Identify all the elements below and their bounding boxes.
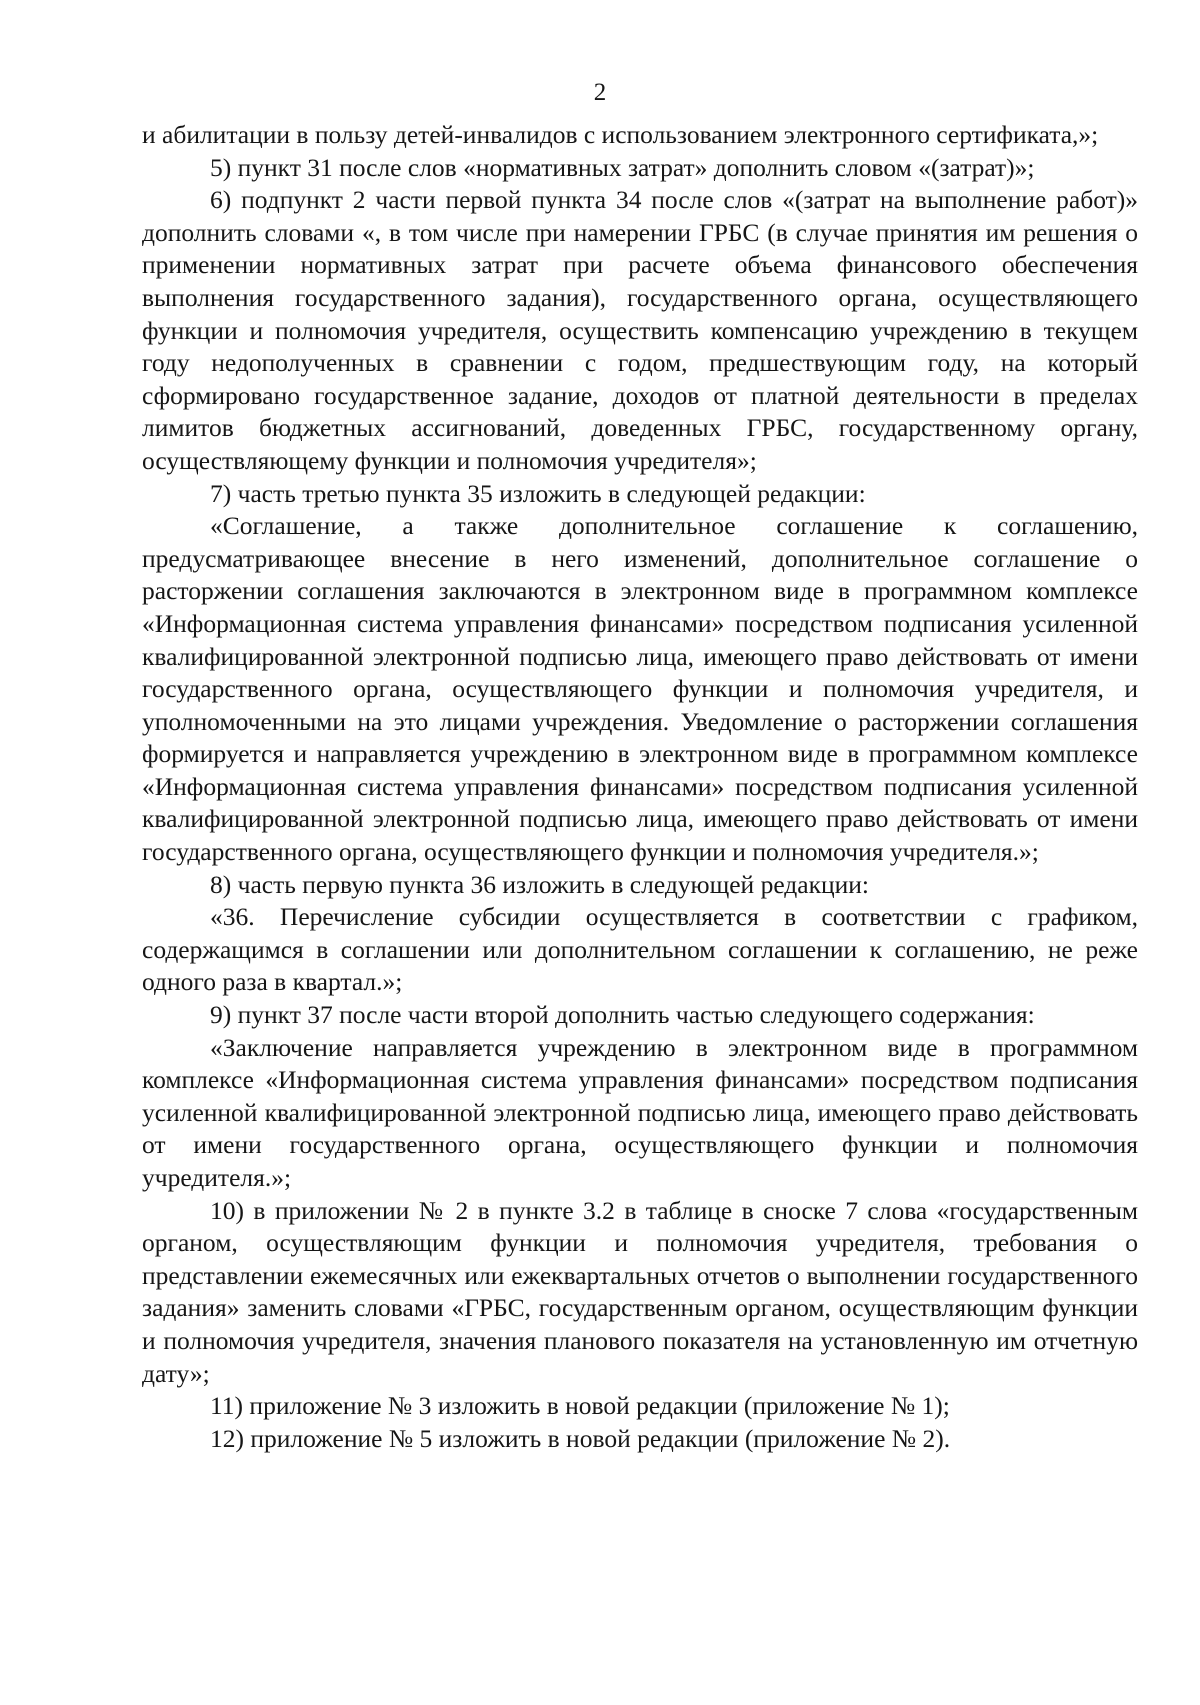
paragraph-item-12: 12) приложение № 5 изложить в новой редакции (приложение № 2).: [210, 1423, 951, 1453]
paragraph: и абилитации в пользу детей-инвалидов с использованием электронного сертификата,»;: [142, 120, 1099, 149]
paragraph-item-9: 9) пункт 37 после части второй дополнить частью следующего содержания:: [210, 1000, 1035, 1030]
page-number: 2: [593, 79, 607, 106]
paragraph-item-6: 6) подпункт 2 части первой пункта 34 после слов «(затрат на выполнение работ)» дополнить словами «, в том числе при намерении ГРБС (в случае принятия им решения о применении нормативных затрат при расчете объема финансового обеспечения выполнения государственного задания), государственного органа, осуществляющего функции и полномочия учредителя, осуществить компенсацию учреждению в текущем году недополученных в сравнении с годом, предшествующим году, на который сформировано государственное задание, доходов от платной деятельности в пределах лимитов бюджетных ассигнований, доведенных ГРБС, государственному органу, осуществляющему функции и полномочия учредителя»;: [142, 185, 1138, 475]
paragraph-item-11: 11) приложение № 3 изложить в новой редакции (приложение № 1);: [210, 1391, 950, 1421]
paragraph-quote-37: «Заключение направляется учреждению в электронном виде в программном комплексе «Информационная система управления финансами» посредством подписания усиленной квалифицированной электронной подписью лица, имеющего право действовать от имени государственного органа, осуществляющего функции и полномочия учредителя.»;: [142, 1032, 1138, 1192]
paragraph-item-5: 5) пункт 31 после слов «нормативных затрат» дополнить словом «(затрат)»;: [210, 152, 1035, 182]
document-body: [142, 119, 1138, 1455]
paragraph-item-10: 10) в приложении № 2 в пункте 3.2 в таблице в сноске 7 слова «государственным органом, осуществляющим функции и полномочия учредителя, требования о представлении ежемесячных или ежеквартальных отчетов о выполнении государственного задания» заменить словами «ГРБС, государственным органом, осуществляющим функции и полномочия учредителя, значения планового показателя на установленную им отчетную дату»;: [142, 1195, 1138, 1388]
paragraph-quote-35: «Соглашение, а также дополнительное соглашение к соглашению, предусматривающее внесение в него изменений, дополнительное соглашение о расторжении соглашения заключаются в электронном виде в программном комплексе «Информационная система управления финансами» посредством подписания усиленной квалифицированной электронной подписью лица, имеющего право действовать от имени государственного органа, осуществляющего функции и полномочия учредителя, и уполномоченными на это лицами учреждения. Уведомление о расторжении соглашения формируется и направляется учреждению в электронном виде в программном комплексе «Информационная система управления финансами» посредством подписания усиленной квалифицированной электронной подписью лица, имеющего право действовать от имени государственного органа, осуществляющего функции и полномочия учредителя.»;: [142, 511, 1138, 867]
paragraph-item-8: 8) часть первую пункта 36 изложить в следующей редакции:: [210, 869, 870, 899]
paragraph-item-7: 7) часть третью пункта 35 изложить в следующей редакции:: [210, 478, 866, 508]
paragraph-quote-36: «36. Перечисление субсидии осуществляется в соответствии с графиком, содержащимся в соглашении или дополнительном соглашении к соглашению, не реже одного раза в квартал.»;: [142, 902, 1138, 997]
